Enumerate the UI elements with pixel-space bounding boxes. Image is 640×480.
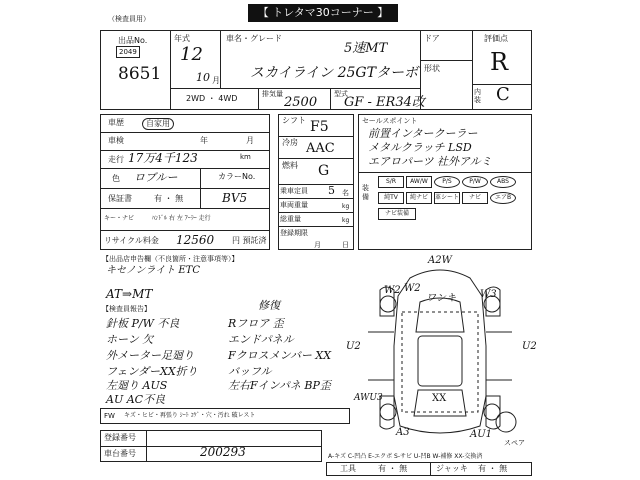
mileage-unit: km — [240, 153, 251, 161]
lot-small: 2049 — [116, 46, 140, 58]
inspection-year: 年 — [200, 136, 208, 145]
diag-u2-right: U2 — [522, 341, 537, 352]
diag-w3: W3 — [480, 289, 497, 300]
diag-xx: XX — [432, 393, 447, 404]
header-note: （検査員用） — [108, 15, 150, 23]
shift-label: シフト — [282, 116, 306, 125]
diag-awu3: AWU3 — [354, 393, 383, 403]
inspection-label: 車検 — [108, 136, 124, 145]
year-label: 年式 — [174, 34, 190, 43]
inspector-left-1: 針板 P/W 不良 — [106, 317, 180, 330]
color-code-label: カラーNo. — [218, 172, 256, 181]
fw-items: キズ・ヒビ・再張り ｼｰﾄ ｺｹﾞ・穴・汚れ 破レスト — [124, 412, 256, 419]
mileage-label: 走行 — [108, 155, 124, 164]
equip-label: 装備 — [362, 184, 369, 201]
inspector-left-2: ホーン 欠 — [106, 333, 154, 346]
warranty-options: 有 ・ 無 — [154, 194, 184, 203]
equip-small-items: ﾊﾝﾄﾞﾙ 右 左 ｱｰﾗｰ 走行 — [152, 215, 211, 222]
jack-options: 有 ・ 無 — [478, 464, 508, 473]
tools-label: 工具 — [340, 464, 356, 473]
car-damage-diagram — [340, 256, 540, 452]
inspector-left-4: フェンダーXX折り — [106, 365, 198, 378]
lot-number: 8651 — [118, 64, 162, 84]
diag-a2w: A2W — [428, 255, 452, 266]
equip-small-label: キー・ナビ — [104, 215, 135, 222]
usage-label: 車歴 — [108, 118, 124, 127]
recycle-unit: 円 預託済 — [232, 236, 267, 245]
equip-airbag: エアB — [490, 192, 516, 204]
chassis-label: 車台番号 — [104, 449, 136, 458]
equip-navi-genuine: 純ナビ — [406, 192, 432, 204]
recycle-label: リサイクル料金 — [104, 236, 159, 245]
mileage-value: 17万4千123 — [128, 151, 198, 165]
corner-banner: 【 トレタマ30コーナー 】 — [248, 4, 398, 22]
selling-label: セールスポイント — [362, 117, 418, 125]
notes-line-1: キセノンライト ETC — [106, 265, 200, 276]
inspector-right-3: Fクロスメンバー XX — [228, 349, 332, 362]
equip-abs: ABS — [490, 176, 516, 188]
total-weight-unit: kg — [342, 217, 350, 224]
total-weight-label: 総重量 — [280, 215, 301, 223]
spare-label: スペア — [504, 439, 525, 447]
damage-legend: A-キズ C-凹凸 E-エクボ S-サビ U-凹B W-補修 XX-交換済 — [328, 453, 483, 460]
inspector-title: 【検査員報告】 — [102, 305, 151, 313]
inspector-right-5: 左右Fインパネ BP歪 — [228, 379, 331, 392]
diag-u2-left: U2 — [346, 341, 361, 352]
diag-roof: ワンキ — [426, 293, 456, 304]
usage-value: 自家用 — [142, 118, 174, 130]
notes-title: 【出品店申告欄（不良箇所・注意事項等）】 — [102, 255, 239, 263]
color-value: ロブルー — [134, 171, 178, 184]
weight-unit: kg — [342, 203, 350, 210]
grade-score: R — [490, 48, 509, 76]
fuel-value: G — [318, 163, 330, 179]
capacity-value: 5 — [328, 184, 335, 197]
equip-navi-equip: ナビ装備 — [378, 208, 416, 220]
equip-tv: 純TV — [378, 192, 404, 204]
equip-navi: ナビ — [462, 192, 488, 204]
equip-leather: 革シート — [434, 192, 460, 204]
reg-date-month: 月 — [314, 241, 321, 249]
selling-line-1: 前置インタークーラー — [368, 127, 478, 140]
year-month: 10 — [196, 71, 210, 84]
grade-label: 評価点 — [484, 34, 508, 43]
equip-aww: AW/W — [406, 176, 432, 188]
ac-value: AAC — [306, 141, 335, 156]
shape-label: 形状 — [424, 64, 440, 73]
fuel-label: 燃料 — [282, 161, 298, 170]
drive-options: 2WD ・ 4WD — [186, 94, 238, 103]
inspection-month: 月 — [246, 136, 254, 145]
reg-date-day: 日 — [342, 241, 349, 249]
warranty-label: 保証書 — [108, 194, 132, 203]
shift-value: F5 — [310, 119, 329, 135]
jack-label: ジャッキ — [436, 464, 468, 473]
lot-label: 出品No. — [118, 36, 148, 45]
color-code: BV5 — [222, 191, 248, 205]
tools-options: 有 ・ 無 — [378, 464, 408, 473]
diag-au1: AU1 — [470, 429, 493, 440]
displacement-label: 排気量 — [262, 90, 283, 98]
inspector-left-5: 左廻り AUS — [106, 379, 168, 392]
inspector-right-2: エンドパネル — [228, 333, 294, 346]
equip-sr: S/R — [378, 176, 404, 188]
equip-pw: P/W — [462, 176, 488, 188]
type-label: 型式 — [334, 90, 348, 98]
interior-grade: C — [496, 84, 510, 105]
displacement-value: 2500 — [284, 95, 318, 110]
transmission-value: 5速MT — [344, 41, 388, 56]
color-label: 色 — [112, 174, 120, 183]
model-name: スカイライン 25GTターボ — [250, 65, 418, 81]
notes-line-2: AT⇒MT — [106, 287, 153, 301]
interior-label: 内装 — [474, 88, 481, 104]
door-label: ドア — [424, 34, 440, 43]
inspector-right-1: Rフロア 歪 — [228, 317, 284, 330]
fw-label: FW — [104, 412, 115, 420]
recycle-value: 12560 — [176, 233, 215, 247]
ac-label: 冷房 — [282, 138, 298, 147]
month-unit: 月 — [212, 76, 220, 85]
equip-ps: P/S — [434, 176, 460, 188]
inspector-right-4: バッフル — [228, 365, 272, 378]
capacity-label: 乗車定員 — [280, 187, 308, 195]
selling-line-3: エアロパーツ 社外アルミ — [368, 155, 492, 168]
diag-w2-left: W2 — [384, 285, 401, 296]
weight-label: 車両重量 — [280, 201, 308, 209]
reg-date-label: 登録期限 — [280, 229, 308, 237]
inspector-left-3: 外メーター足廻り — [106, 349, 194, 362]
year-value: 12 — [180, 44, 203, 65]
model-label: 車名・グレード — [226, 34, 282, 43]
chassis-value: 200293 — [200, 445, 246, 459]
reg-label: 登録番号 — [104, 433, 136, 442]
inspector-left-6: AU AC不良 — [106, 393, 166, 406]
diag-w2-top: W2 — [404, 283, 421, 294]
diag-a3: A3 — [396, 427, 410, 438]
selling-line-2: メタルクラッチ LSD — [368, 141, 472, 154]
inspector-right-title: 修復 — [258, 299, 280, 312]
capacity-unit: 名 — [342, 189, 349, 197]
type-value: GF - ER34改 — [344, 95, 425, 110]
